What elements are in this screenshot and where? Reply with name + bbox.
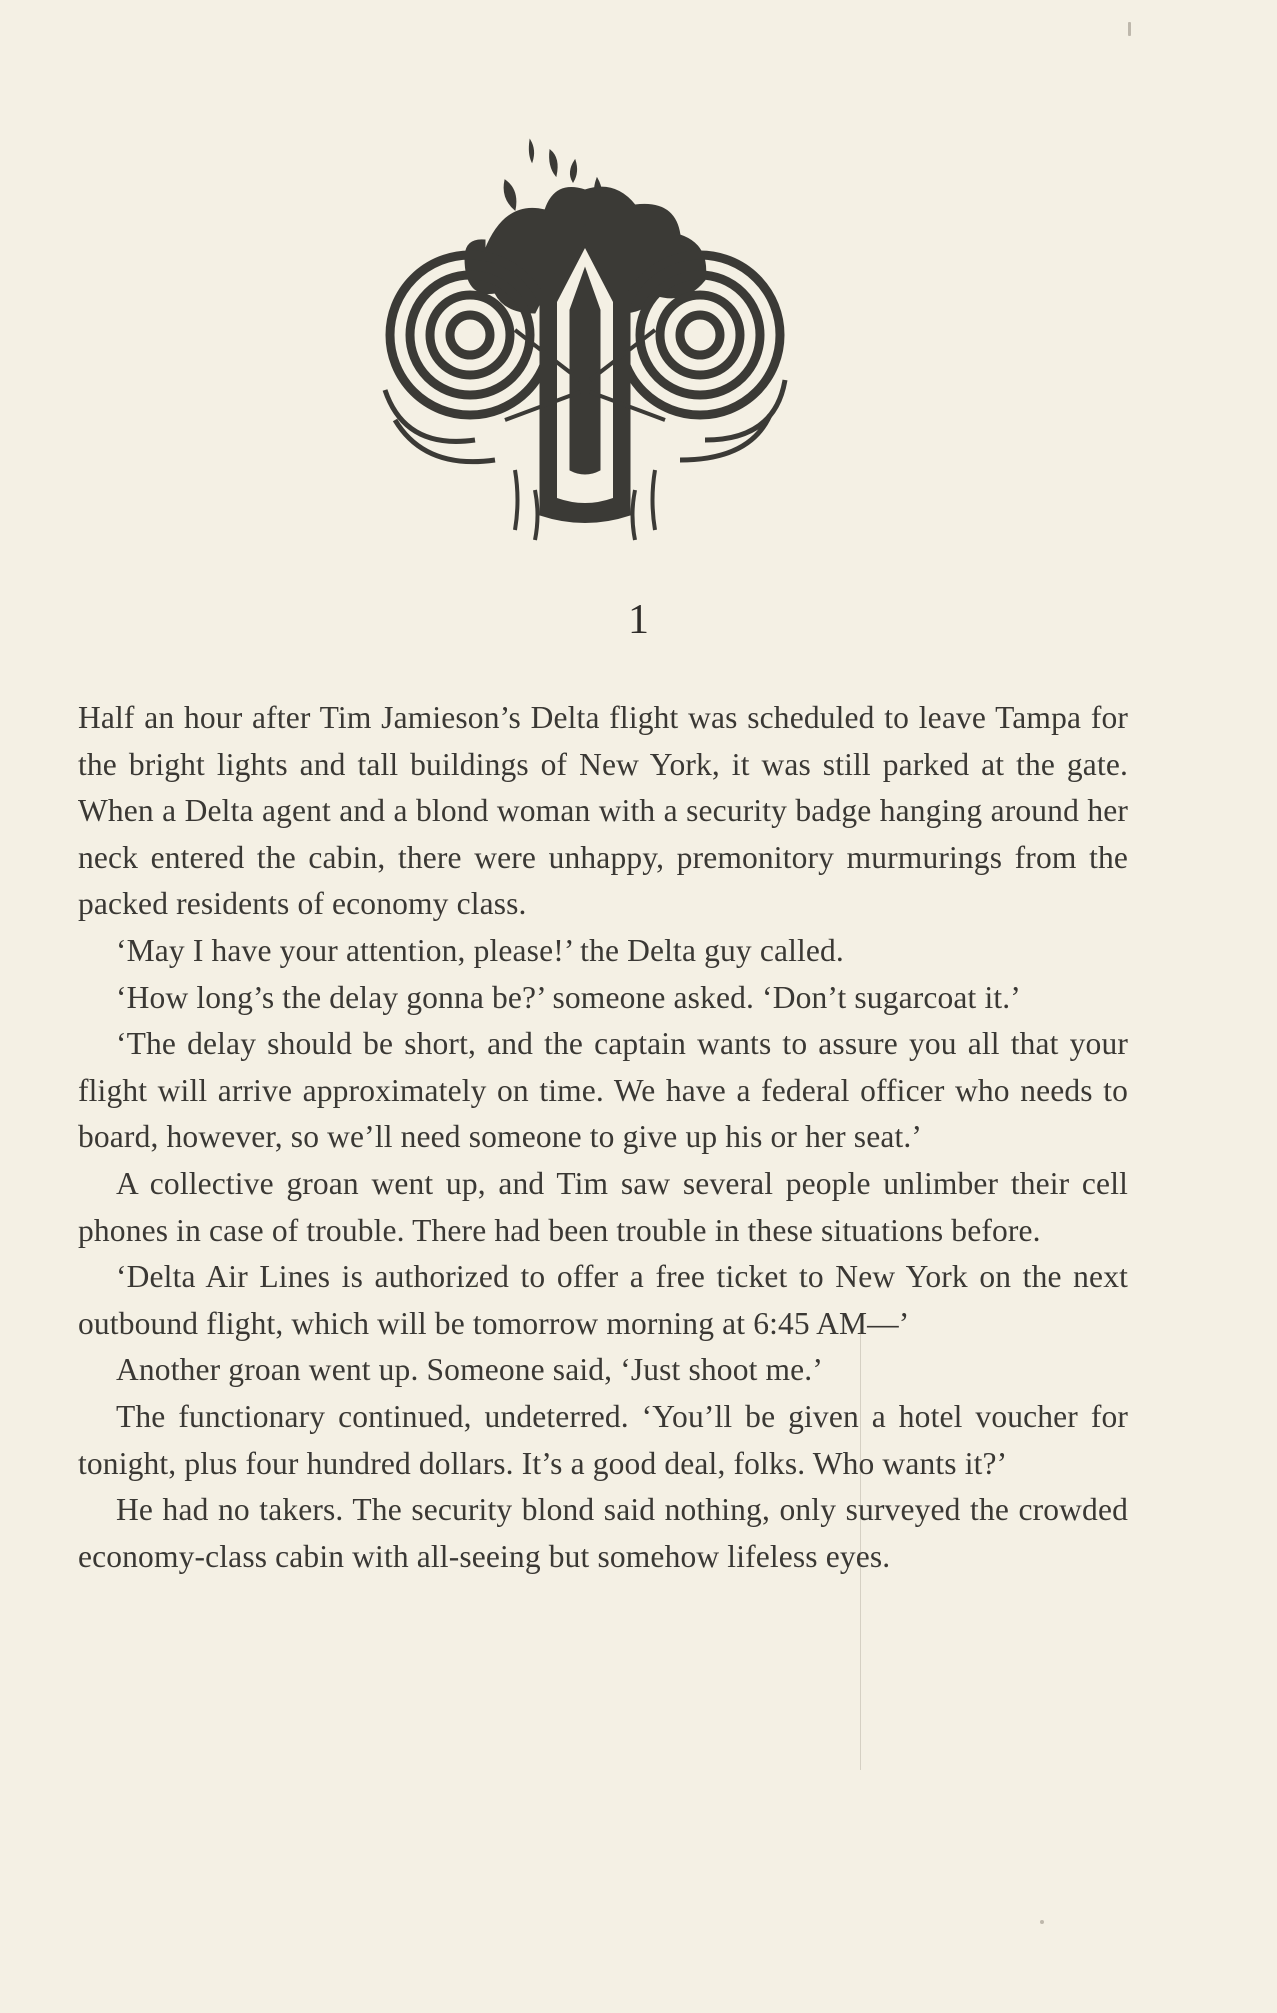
paragraph: He had no takers. The security blond said nothing, only surveyed the crowded economy-class cabin with all-seeing but somehow lifeless eyes. <box>78 1492 1128 1574</box>
paragraph: ‘The delay should be short, and the captain wants to assure you all that your flight will arrive approximately on time. We have a federal officer who needs to board, however, so we’ll need someone to give up his or her seat.’ <box>78 1026 1128 1155</box>
boat-in-whirlpool-club-icon <box>365 130 805 550</box>
chapter-number: 1 <box>628 597 649 643</box>
paragraph: A collective groan went up, and Tim saw several people unlimber their cell phones in case of trouble. There had been trouble in these situations before. <box>78 1165 1128 1248</box>
chapter-body <box>78 695 1128 1580</box>
paper-speck <box>1040 1920 1044 1924</box>
paper-speck <box>520 1560 523 1563</box>
paper-speck <box>1128 22 1131 36</box>
paragraph: Half an hour after Tim Jamieson’s Delta flight was scheduled to leave Tampa for the bright lights and tall buildings of New York, it was still parked at the gate. When a Delta agent and a blond woman with a security badge hanging around her neck entered the cabin, there were unhappy, premonitory murmurings from the packed residents of economy class. <box>78 700 1128 922</box>
paper-crease <box>860 1320 861 1770</box>
paragraph: Another groan went up. Someone said, ‘Just shoot me.’ <box>116 1352 823 1388</box>
paragraph: ‘Delta Air Lines is authorized to offer a free ticket to New York on the next outbound flight, which will be tomorrow morning at 6:45 AM—’ <box>78 1259 1128 1341</box>
paragraph: The functionary continued, undeterred. ‘You’ll be given a hotel voucher for tonight, plus four hundred dollars. It’s a good deal, folks. Who wants it?’ <box>78 1398 1128 1481</box>
paragraph: ‘How long’s the delay gonna be?’ someone asked. ‘Don’t sugarcoat it.’ <box>116 979 1021 1015</box>
paragraph: ‘May I have your attention, please!’ the Delta guy called. <box>116 932 844 968</box>
